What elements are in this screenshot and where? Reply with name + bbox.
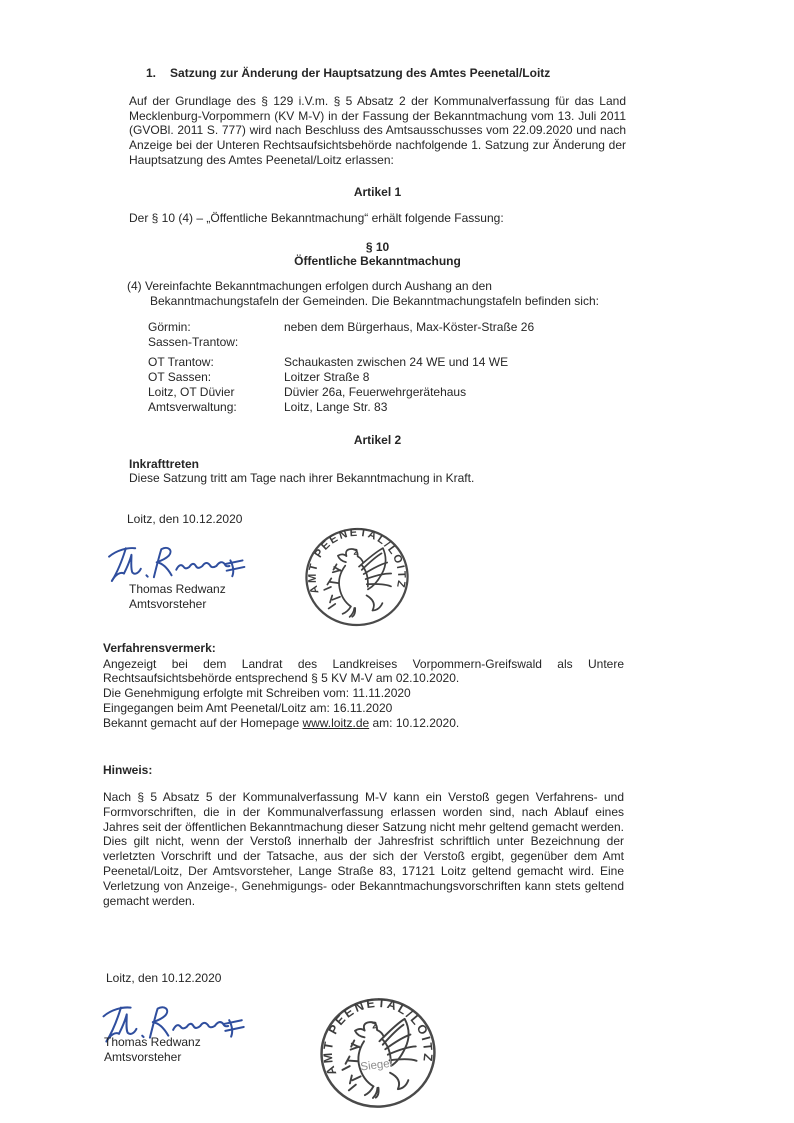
location-value: Loitzer Straße 8	[284, 369, 370, 384]
location-value: Loitz, Lange Str. 83	[284, 399, 388, 414]
verfahrensvermerk-line2: Die Genehmigung erfolgte mit Schreiben vom: 11.11.2020	[103, 686, 411, 701]
location-value: Schaukasten zwischen 24 WE und 14 WE	[284, 354, 509, 369]
seal-number: 2	[371, 1020, 378, 1032]
intro-paragraph: Auf der Grundlage des § 129 i.V.m. § 5 Absatz 2 der Kommunalverfassung für das Land Mecklenburg-Vorpommern (KV M-V) in der Fassung der Bekanntmachung vom 13. Juli 2011 (GVOBl. 2011 S. 777) wird nach Beschluss des Amtsausschusses vom 22.09.2020 und nach Anzeige bei der Unteren Rechtsaufsichtsbehörde nachfolgende 1. Satzung zur Änderung der Hauptsatzung des Amtes Peenetal/Loitz erlassen:	[129, 94, 626, 167]
location-label: Loitz, OT Düvier	[148, 384, 235, 399]
location-label: Sassen-Trantow:	[148, 334, 239, 349]
verfahrensvermerk-block	[103, 641, 624, 730]
location-row	[148, 320, 628, 335]
paragraph-4-line1: (4) Vereinfachte Bekanntmachungen erfolgen durch Aushang an den	[127, 279, 492, 293]
verfahrensvermerk-line1: Angezeigt bei dem Landrat des Landkreises Vorpommern-Greifswald als Untere Rechtsaufsichtsbehörde entsprechend § 5 KV M-V am 02.10.2020.	[103, 656, 624, 686]
griffin-icon	[322, 547, 393, 618]
verfahrensvermerk-line4	[103, 716, 624, 731]
location-value: Düvier 26a, Feuerwehrgerätehaus	[284, 384, 467, 399]
location-row	[148, 385, 628, 400]
siegel-watermark: Siegel	[359, 1057, 393, 1074]
title-text: Satzung zur Änderung der Hauptsatzung des Amtes Peenetal/Loitz	[170, 66, 551, 80]
title-number: 1.	[146, 66, 157, 80]
location-row	[148, 335, 628, 350]
artikel1-intro: Der § 10 (4) – „Öffentliche Bekanntmachung“ erhält folgende Fassung:	[129, 211, 504, 225]
signatory-role: Amtsvorsteher	[104, 1050, 182, 1064]
location-row	[148, 370, 628, 385]
official-seal-1	[289, 514, 425, 641]
place-date-2: Loitz, den 10.12.2020	[106, 971, 222, 985]
location-label: Amtsverwaltung:	[148, 399, 237, 414]
inkrafttreten-text: Diese Satzung tritt am Tage nach ihrer Bekanntmachung in Kraft.	[129, 471, 475, 485]
location-label: OT Trantow:	[148, 354, 214, 369]
seal-ring	[304, 526, 410, 627]
document-title	[146, 66, 550, 81]
hinweis-paragraph: Nach § 5 Absatz 5 der Kommunalverfassung M-V kann ein Verstoß gegen Verfahrens- und Formvorschriften, die in der Kommunalverfassung erlassen worden sind, nach Ablauf eines Jahres seit der öffentlichen Bekanntmachung dieser Satzung nicht mehr geltend gemacht werden. Dies gilt nicht, wenn der Verstoß innerhalb der Jahresfrist schriftlich unter Bezeichnung der verletzten Vorschrift und der Tatsache, aus der sich der Verstoß ergibt, gegenüber dem Amt Peenetal/Loitz, Der Amtsvorsteher, Lange Straße 83, 17121 Loitz geltend gemacht wird. Eine Verletzung von Anzeige-, Genehmigungs- oder Bekanntmachungsvorschriften kann stets geltend gemacht werden.	[103, 790, 624, 908]
location-row	[148, 355, 628, 370]
paragraph-4	[127, 279, 647, 308]
signatory-role: Amtsvorsteher	[129, 597, 207, 611]
seal-ring-text: AMT PEENETAL/LOITZ	[306, 526, 408, 596]
official-seal-2	[296, 977, 459, 1123]
signatory-block-1	[129, 582, 226, 612]
location-value: neben dem Bürgerhaus, Max-Köster-Straße 26	[284, 320, 535, 334]
hinweis-heading: Hinweis:	[103, 763, 153, 777]
line4-prefix: Bekannt gemacht auf der Homepage	[103, 715, 303, 730]
section-title: Öffentliche Bekanntmachung	[294, 254, 461, 268]
signatory-name: Thomas Redwanz	[129, 582, 226, 596]
signatory-block-2	[104, 1035, 201, 1065]
location-label: Görmin:	[148, 320, 191, 334]
line4-suffix: am: 10.12.2020.	[369, 715, 460, 730]
svg-text:AMT PEENETAL/LOITZ	[304, 524, 408, 595]
homepage-link-text: www.loitz.de	[302, 715, 370, 730]
section-number: § 10	[365, 240, 390, 254]
inkrafttreten-heading: Inkrafttreten	[129, 457, 200, 471]
seal-number: 2	[353, 546, 359, 557]
seal-ring-text: AMT PEENETAL/LOITZ	[320, 995, 436, 1078]
paragraph-4-line2: Bekanntmachungstafeln der Gemeinden. Die Bekanntmachungstafeln befinden sich:	[150, 293, 599, 308]
location-row	[148, 400, 628, 415]
location-label: OT Sassen:	[148, 369, 212, 384]
artikel1-heading: Artikel 1	[353, 185, 402, 199]
verfahrensvermerk-heading: Verfahrensvermerk:	[103, 641, 216, 655]
place-date-1: Loitz, den 10.12.2020	[127, 512, 243, 526]
artikel2-heading: Artikel 2	[353, 433, 402, 447]
verfahrensvermerk-line3: Eingegangen beim Amt Peenetal/Loitz am: 16.11.2020	[103, 700, 393, 715]
signatory-name: Thomas Redwanz	[104, 1035, 201, 1049]
bekanntmachung-locations	[148, 320, 628, 414]
